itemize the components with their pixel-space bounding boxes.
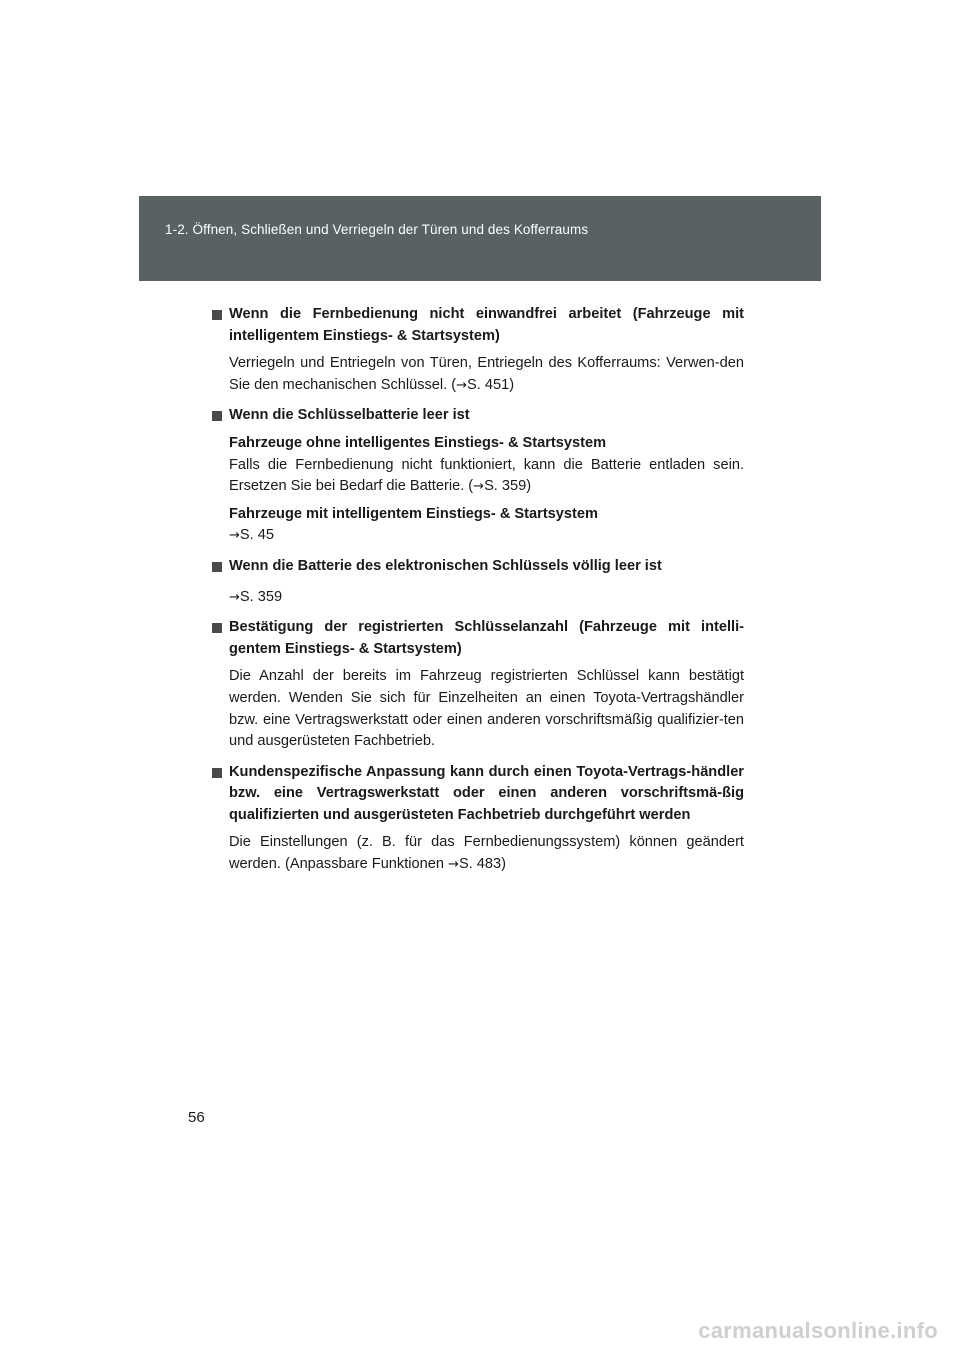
page-reference-link[interactable]: S. 359 [239, 588, 283, 605]
note-text [229, 525, 744, 547]
page-number: 56 [188, 1109, 205, 1126]
watermark: carmanualsonline.info [698, 1318, 938, 1343]
arrow-icon: → [473, 479, 485, 495]
note-item-key-battery-empty [212, 405, 744, 547]
note-subheading: Fahrzeuge mit intelligentem Einstiegs- & Startsystem [229, 505, 598, 522]
square-bullet-icon [212, 623, 222, 633]
note-text: Die Anzahl der bereits im Fahrzeug registrierten Schlüssel kann bestätigt werden. Wenden Sie sich für Einzelheiten an einen Toyota-Vertragshändler bzw. eine Vertragswerkstatt oder einen anderen vorschriftsmäßig qualifizier-ten und ausgerüsteten Fachbetrieb. [229, 668, 744, 750]
square-bullet-icon [212, 310, 222, 320]
page-reference-link[interactable]: S. 451) [467, 376, 515, 393]
section-header-band [139, 196, 821, 281]
note-heading: Wenn die Fernbedienung nicht einwandfrei arbeitet (Fahrzeuge mit intelligentem Einstiegs- & Startsystem) [229, 306, 744, 344]
note-subheading: Fahrzeuge ohne intelligentes Einstiegs- & Startsystem [229, 434, 607, 451]
square-bullet-icon [212, 768, 222, 778]
square-bullet-icon [212, 411, 222, 421]
section-title: 1-2. Öffnen, Schließen und Verriegeln der Türen und des Kofferraums [165, 222, 589, 237]
note-item-remote-malfunction [212, 304, 744, 396]
note-text: Verriegeln und Entriegeln von Türen, Entriegeln des Kofferraums: Verwen-den Sie den mechanischen Schlüssel. (→S. 451) [229, 355, 744, 393]
note-heading: Wenn die Schlüsselbatterie leer ist [229, 407, 470, 424]
arrow-icon: → [229, 589, 240, 605]
note-item-registered-keys [212, 617, 744, 753]
arrow-icon: → [229, 528, 240, 544]
note-heading: Bestätigung der registrierten Schlüsselanzahl (Fahrzeuge mit intelli-gentem Einstiegs- & Startsystem) [229, 619, 744, 657]
note-text [229, 587, 744, 609]
note-text: Die Einstellungen (z. B. für das Fernbedienungssystem) können geändert werden. (Anpassbare Funktionen →S. 483) [229, 834, 744, 873]
page-reference-link[interactable]: S. 359) [484, 478, 532, 495]
note-heading: Kundenspezifische Anpassung kann durch einen Toyota-Vertrags-händler bzw. eine Vertragswerkstatt oder einen anderen vorschriftsmä-ßig qualifizierten und ausgerüsteten Fachbetrieb durchgeführt werden [229, 763, 744, 823]
note-heading: Wenn die Batterie des elektronischen Schlüssels völlig leer ist [229, 557, 662, 574]
note-item-electronic-key-battery [212, 556, 744, 608]
arrow-icon: → [448, 857, 459, 873]
arrow-icon: → [456, 377, 468, 393]
note-item-customization [212, 762, 744, 876]
note-text: Falls die Fernbedienung nicht funktioniert, kann die Batterie entladen sein. Ersetzen Sie bei Bedarf die Batterie. (→S. 359) [229, 456, 744, 495]
page-reference-link[interactable]: S. 45 [239, 527, 274, 544]
page-reference-link[interactable]: S. 483) [458, 856, 507, 873]
main-content [212, 304, 744, 876]
square-bullet-icon [212, 562, 222, 572]
